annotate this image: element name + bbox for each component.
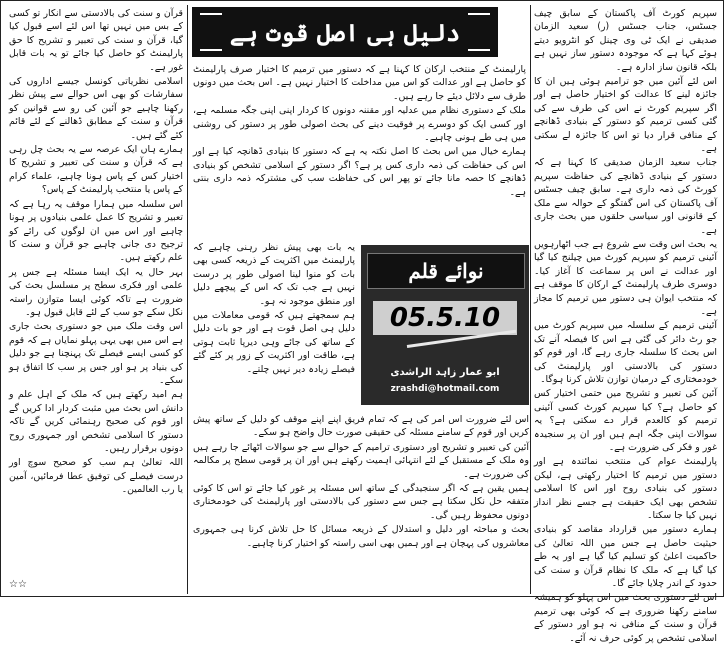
column-middle (193, 63, 526, 239)
paragraph: یہ بات بھی پیش نظر رہنی چاہیے کہ پارلیمنٹ میں اکثریت کے ذریعہ کسی بھی بات کو منوا لینا اصولی طور پر درست نہیں ہے جب تک کہ اس کے پیچھے دلیل اور منطق موجود نہ ہو۔ (193, 242, 355, 307)
paragraph: اس لئے ضرورت اس امر کی ہے کہ تمام فریق اپنے اپنے موقف کو دلیل کے ساتھ پیش کریں اور قوم کے سامنے مسئلہ کی حقیقی صورت حال واضح ہو سکے۔ (193, 414, 529, 439)
column-divider (187, 5, 188, 594)
paragraph: بحث و مباحثہ اور دلیل و استدلال کے ذریعہ مسائل کا حل تلاش کرنا ہی جمہوری معاشروں کی پہچان ہے اور ہمیں بھی اسی راستہ کو اختیار کرنا چاہیے۔ (193, 524, 529, 549)
paragraph: آئینی ترمیم کے سلسلہ میں سپریم کورٹ میں جو رٹ دائر کی گئی ہے اس کا فیصلہ آنے تک اس بحث کا سلسلہ جاری رہے گا، اور قوم کو دستور کی بالادستی اور پارلیمنٹ کی خودمختاری کے درمیان توازن تلاش کرنا ہوگا۔ (534, 320, 717, 385)
column-title: نوائے قلم (367, 253, 525, 289)
paragraph: ہمارے دستور میں قرارداد مقاصد کو بنیادی حیثیت حاصل ہے جس میں اللہ تعالیٰ کی حاکمیت اعلیٰ کو تسلیم کیا گیا ہے اور یہ طے کیا گیا ہے کہ ملک کا نظام قرآن و سنت کی حدود کے اندر چلایا جائے گا۔ (534, 524, 717, 590)
column-middle-lower (193, 241, 355, 411)
paragraph: آئین کی تعبیر و تشریح میں حتمی اختیار کس کو حاصل ہے؟ کیا سپریم کورٹ کسی آئینی ترمیم کو کالعدم قرار دے سکتی ہے؟ یہ سوالات اپنی جگہ اہم ہیں اور ان پر سنجیدہ غور و فکر کی ضرورت ہے۔ (534, 388, 717, 453)
paragraph: اس لئے آئین میں جو ترامیم ہوئی ہیں ان کا جائزہ لینے کا عدالت کو اختیار حاصل ہے اور اگر سپریم کورٹ نے اس کی طرف سے کی گئی کسی ترمیم کو دستور کے بنیادی ڈھانچے کے منافی قرار دیا تو اس کا جائزہ لے سکتی ہے۔ (534, 76, 717, 155)
paragraph: بہر حال یہ ایک ایسا مسئلہ ہے جس پر علمی اور فکری سطح پر مسلسل بحث کی ضرورت ہے تاکہ کوئی ایسا متوازن راستہ نکل سکے جو سب کے لئے قابل قبول ہو۔ (9, 266, 183, 318)
paragraph: یہ بحث اس وقت سے شروع ہے جب اٹھارہویں آئینی ترمیم کو سپریم کورٹ میں چیلنج کیا گیا اور عدالت نے اس پر سماعت کا آغاز کیا۔ دوسری طرف پارلیمنٹ کے ارکان کا موقف ہے کہ منتخب ایوان ہی دستور میں ترمیم کا مجاز ہے۔ (534, 238, 717, 317)
column-right (534, 7, 717, 644)
paragraph: جناب سعید الزمان صدیقی کا کہنا ہے کہ دستور کے بنیادی ڈھانچے کی حفاظت سپریم کورٹ کی ذمہ داری ہے۔ سابق چیف جسٹس آف پاکستان کی اس گفتگو کے حوالہ سے ملک کے قانونی اور سیاسی حلقوں میں بحث جاری ہے۔ (534, 157, 717, 236)
headline: دلیل ہی اصل قوت ہے (192, 7, 498, 57)
column-middle-bottom (193, 413, 529, 593)
paragraph: ملک کے دستوری نظام میں عدلیہ اور مقننہ دونوں کا کردار اپنی اپنی جگہ مسلمہ ہے، اور کسی ایک کو دوسرے پر فوقیت دینے کی بحث اصولی طور پر دستور کی روشنی میں ہی طے ہونی چاہیے۔ (193, 105, 526, 144)
author-name: ابو عمار زاہد الراشدی (390, 367, 500, 378)
paragraph: سپریم کورٹ آف پاکستان کے سابق چیف جسٹس، جناب جسٹس (ر) سعید الزمان صدیقی نے ایک ٹی وی چینل کو انٹرویو دیتے ہوئے کہا ہے کہ موجودہ دستور ساز نہیں ہے بلکہ قانون ساز ادارہ ہے۔ (534, 8, 717, 73)
paragraph: ہمارے ہاں ایک عرصہ سے یہ بحث چل رہی ہے کہ قرآن و سنت کی تعبیر و تشریح کا اختیار کس کے پاس ہونا چاہیے، علماء کرام کے پاس یا منتخب پارلیمنٹ کے پاس؟ (9, 144, 183, 196)
paragraph: آئین کی تعبیر و تشریح اور دستوری ترامیم کے حوالے سے جو سوالات اٹھائے جا رہے ہیں وہ ملک کے مستقبل کے لئے انتہائی اہمیت رکھتے ہیں اور ان پر قومی سطح پر مکالمہ کی ضرورت ہے۔ (193, 441, 529, 480)
paragraph: ہم سمجھتے ہیں کہ قومی معاملات میں دلیل ہی اصل قوت ہے اور جو بات دلیل کے ساتھ کی جائے وہی دیرپا ثابت ہوتی ہے، طاقت اور اکثریت کے زور پر کئے گئے فیصلے زیادہ دیر نہیں چلتے۔ (193, 310, 355, 375)
paragraph: قرآن و سنت کی بالادستی سے انکار تو کسی کے بس میں نہیں تھا اس لئے اسے قبول کیا گیا، قرآن و سنت کی تعبیر و تشریح کا حق پارلیمنٹ کو حاصل کیا جائے تو یہ بات قابل غور ہے۔ (9, 8, 183, 73)
paragraph: اس وقت ملک میں جو دستوری بحث جاری ہے اس میں بھی یہی پہلو نمایاں ہے کہ قوم کو کسی ایسے فیصلے تک پہنچنا ہے جو دلیل کی بنیاد پر ہو اور جس پر سب کا اتفاق ہو سکے۔ (9, 321, 183, 386)
column-left (9, 7, 183, 575)
author-email: zrashdi@hotmail.com (390, 384, 500, 394)
paragraph: ہمیں یقین ہے کہ اگر سنجیدگی کے ساتھ اس مسئلہ پر غور کیا جائے تو اس کا کوئی متفقہ حل نکل سکتا ہے جس سے دستور کی بالادستی اور پارلیمنٹ کی خودمختاری دونوں محفوظ رہیں گی۔ (193, 483, 529, 521)
paragraph: اس لئے دستوری بحث میں اس پہلو کو ہمیشہ سامنے رکھنا ضروری ہے کہ کوئی بھی ترمیم قرآن و سنت کے منافی نہ ہو اور دستور کے اسلامی تشخص پر کوئی حرف نہ آئے۔ (534, 592, 717, 644)
byline-box (361, 245, 529, 405)
paragraph: ہم امید رکھتے ہیں کہ ملک کے اہل علم و دانش اس بحث میں مثبت کردار ادا کریں گے اور قوم کی صحیح رہنمائی کریں گے تاکہ دستور کا اسلامی تشخص اور جمہوری روح دونوں برقرار رہیں۔ (9, 389, 183, 454)
publication-date: 05.5.10 (373, 301, 517, 335)
paragraph: پارلیمنٹ عوام کی منتخب نمائندہ ہے اور دستور میں ترمیم کا اختیار رکھتی ہے، لیکن دستور کی بنیادی روح اور اس کا اسلامی تشخص بھی ایک حقیقت ہے جسے نظر انداز نہیں کیا جا سکتا۔ (534, 456, 717, 522)
end-mark: ☆☆ (9, 579, 27, 590)
paragraph: ہمارے خیال میں اس بحث کا اصل نکتہ یہ ہے کہ دستور کا بنیادی ڈھانچہ کیا ہے اور اس کی حفاظت کی ذمہ داری کس پر ہے؟ اگر دستور کے اسلامی تشخص کو بنیادی ڈھانچے کا حصہ مانا جائے تو پھر اس کی حفاظت سب کی مشترکہ ذمہ داری بنتی ہے۔ (193, 146, 526, 198)
paragraph: اسلامی نظریاتی کونسل جیسے اداروں کی سفارشات کو بھی اس حوالے سے پیش نظر رکھنا چاہیے جو آئین کی رو سے قوانین کو قرآن و سنت کے مطابق ڈھالنے کے لئے قائم کئے گئے ہیں۔ (9, 76, 183, 141)
paragraph: اس سلسلہ میں ہمارا موقف یہ رہا ہے کہ تعبیر و تشریح کا عمل علمی بنیادوں پر ہونا چاہیے اور اس میں ان لوگوں کی رائے کو ترجیح دی جانی چاہیے جو قرآن و سنت کا علم رکھتے ہیں۔ (9, 198, 183, 264)
paragraph: پارلیمنٹ کے منتخب ارکان کا کہنا ہے کہ دستور میں ترمیم کا اختیار صرف پارلیمنٹ کو حاصل ہے اور عدالت کو اس میں مداخلت کا اختیار نہیں ہے۔ اس بحث میں دونوں طرف سے دلائل دیئے جا رہے ہیں۔ (193, 64, 526, 102)
column-divider (530, 5, 531, 594)
paragraph: اللہ تعالیٰ ہم سب کو صحیح سوچ اور درست فیصلے کی توفیق عطا فرمائیں، آمین یا رب العالمین۔ (9, 457, 183, 496)
